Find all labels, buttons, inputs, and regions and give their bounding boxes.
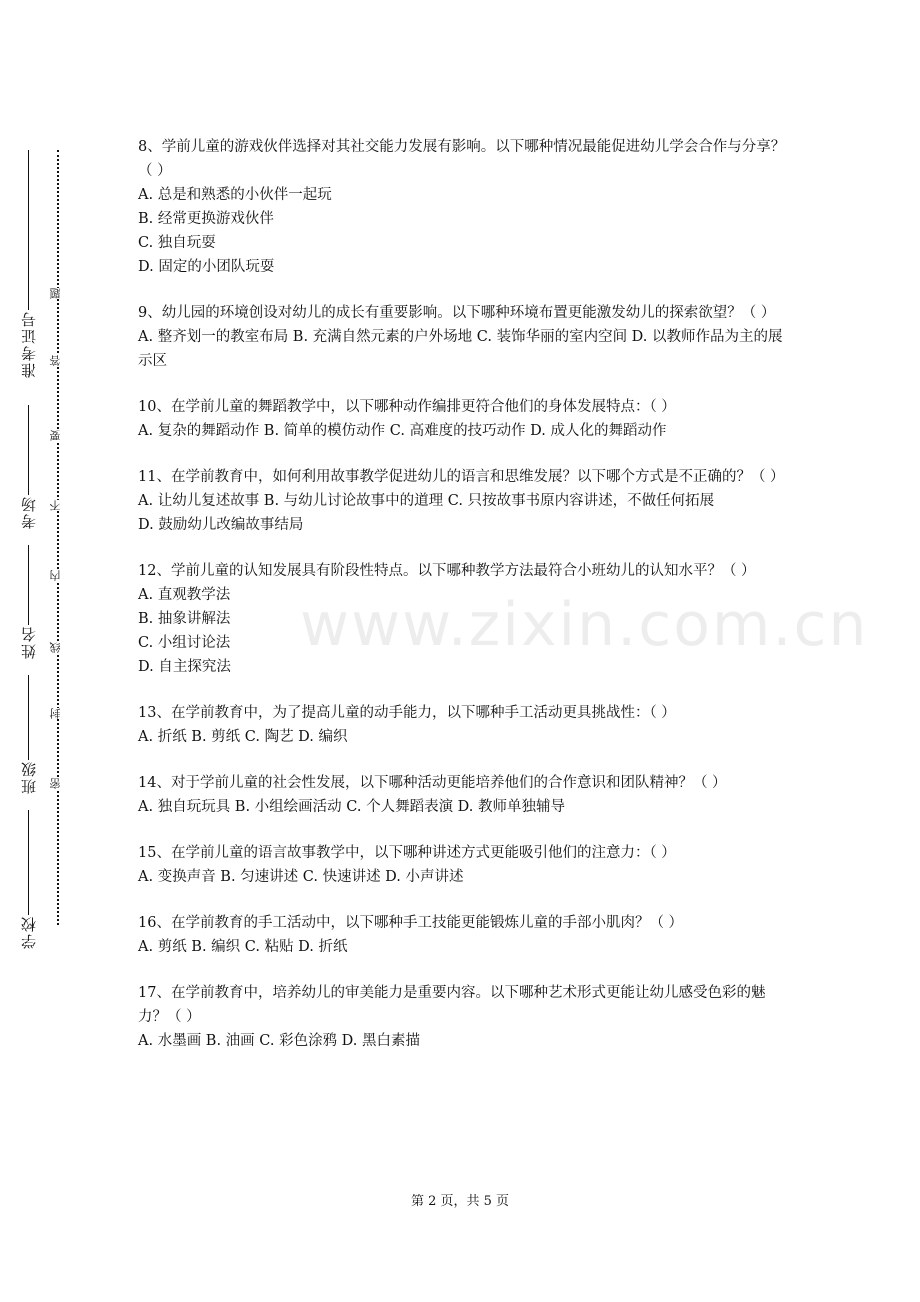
seal-char: 不 [49, 500, 67, 511]
underline [28, 810, 29, 915]
question-13 [138, 701, 788, 749]
field-label: 学校 [20, 915, 38, 949]
field-label: 班级 [20, 760, 38, 794]
option[interactable]: B. 抽象讲解法 [138, 611, 231, 627]
field-exam-number[interactable] [18, 150, 39, 378]
field-label: 准考证号 [20, 310, 38, 378]
option[interactable]: D. 自主探究法 [138, 659, 231, 675]
question-16 [138, 911, 788, 959]
option[interactable]: A. 总是和熟悉的小伙伴一起玩 [138, 187, 332, 203]
seal-char: 答 [49, 355, 67, 366]
question-17 [138, 981, 788, 1053]
option[interactable]: C. 独自玩耍 [138, 235, 216, 251]
option-line[interactable]: A. 整齐划一的教室布局 B. 充满自然元素的户外场地 C. 装饰华丽的室内空间 D. 以教师作品为主的展示区 [138, 329, 783, 369]
field-label: 考场 [20, 495, 38, 529]
field-class[interactable] [18, 675, 39, 794]
seal-char: 内 [49, 570, 67, 581]
question-9 [138, 301, 788, 373]
seal-char: 封 [49, 708, 67, 719]
underline [28, 405, 29, 495]
question-stem: 8、学前儿童的游戏伙伴选择对其社交能力发展有影响。以下哪种情况最能促进幼儿学会合作与分享？（ ） [138, 139, 786, 179]
option[interactable]: D. 鼓励幼儿改编故事结局 [138, 517, 304, 533]
option-line[interactable]: A. 让幼儿复述故事 B. 与幼儿讨论故事中的道理 C. 只按故事书原内容讲述，不做任何拓展 [138, 493, 715, 509]
seal-line [49, 150, 77, 925]
question-stem: 13、在学前教育中，为了提高儿童的动手能力，以下哪种手工活动更具挑战性：（ ） [138, 705, 676, 721]
question-stem: 11、在学前教育中，如何利用故事教学促进幼儿的语言和思维发展？以下哪个方式是不正确的？（ ） [138, 469, 785, 485]
question-stem: 15、在学前儿童的语言故事教学中，以下哪种讲述方式更能吸引他们的注意力：（ ） [138, 845, 676, 861]
question-list [138, 135, 788, 1075]
option-line[interactable]: A. 折纸 B. 剪纸 C. 陶艺 D. 编织 [138, 729, 348, 745]
question-12 [138, 559, 788, 679]
question-stem: 16、在学前教育的手工活动中，以下哪种手工技能更能锻炼儿童的手部小肌肉？（ ） [138, 915, 684, 931]
question-10 [138, 395, 788, 443]
seal-char: 密 [49, 778, 67, 789]
option-line[interactable]: A. 水墨画 B. 油画 C. 彩色涂鸦 D. 黑白素描 [138, 1033, 421, 1049]
field-label: 姓名 [20, 625, 38, 659]
option[interactable]: C. 小组讨论法 [138, 635, 231, 651]
option-line[interactable]: A. 独自玩玩具 B. 小组绘画活动 C. 个人舞蹈表演 D. 教师单独辅导 [138, 799, 566, 815]
question-8 [138, 135, 788, 279]
question-11 [138, 465, 788, 537]
field-name[interactable] [18, 545, 39, 659]
field-school[interactable] [18, 810, 39, 949]
option[interactable]: A. 直观教学法 [138, 587, 231, 603]
question-stem: 10、在学前儿童的舞蹈教学中，以下哪种动作编排更符合他们的身体发展特点：（ ） [138, 399, 676, 415]
underline [28, 150, 29, 310]
seal-char: 线 [49, 642, 67, 653]
question-stem: 17、在学前教育中，培养幼儿的审美能力是重要内容。以下哪种艺术形式更能让幼儿感受色彩的魅力？（ ） [138, 985, 766, 1025]
option-line[interactable]: A. 复杂的舞蹈动作 B. 简单的模仿动作 C. 高难度的技巧动作 D. 成人化的舞蹈动作 [138, 423, 667, 439]
seal-char: 要 [49, 430, 67, 441]
option-line[interactable]: A. 变换声音 B. 匀速讲述 C. 快速讲述 D. 小声讲述 [138, 869, 464, 885]
question-stem: 9、幼儿园的环境创设对幼儿的成长有重要影响。以下哪种环境布置更能激发幼儿的探索欲望？（ ） [138, 305, 776, 321]
underline [28, 545, 29, 625]
question-15 [138, 841, 788, 889]
field-exam-room[interactable] [18, 405, 39, 529]
binding-info [18, 150, 50, 949]
seal-char: 题 [49, 288, 67, 299]
underline [28, 675, 29, 760]
question-stem: 12、学前儿童的认知发展具有阶段性特点。以下哪种教学方法最符合小班幼儿的认知水平？（ ） [138, 563, 756, 579]
page-footer: 第 2 页，共 5 页 [410, 1194, 510, 1209]
watermark: www.zixin.com.cn [300, 590, 869, 660]
question-14 [138, 771, 788, 819]
option[interactable]: B. 经常更换游戏伙伴 [138, 211, 274, 227]
option[interactable]: D. 固定的小团队玩耍 [138, 259, 275, 275]
question-stem: 14、对于学前儿童的社会性发展，以下哪种活动更能培养他们的合作意识和团队精神？（ ） [138, 775, 727, 791]
option-line[interactable]: A. 剪纸 B. 编织 C. 粘贴 D. 折纸 [138, 939, 348, 955]
